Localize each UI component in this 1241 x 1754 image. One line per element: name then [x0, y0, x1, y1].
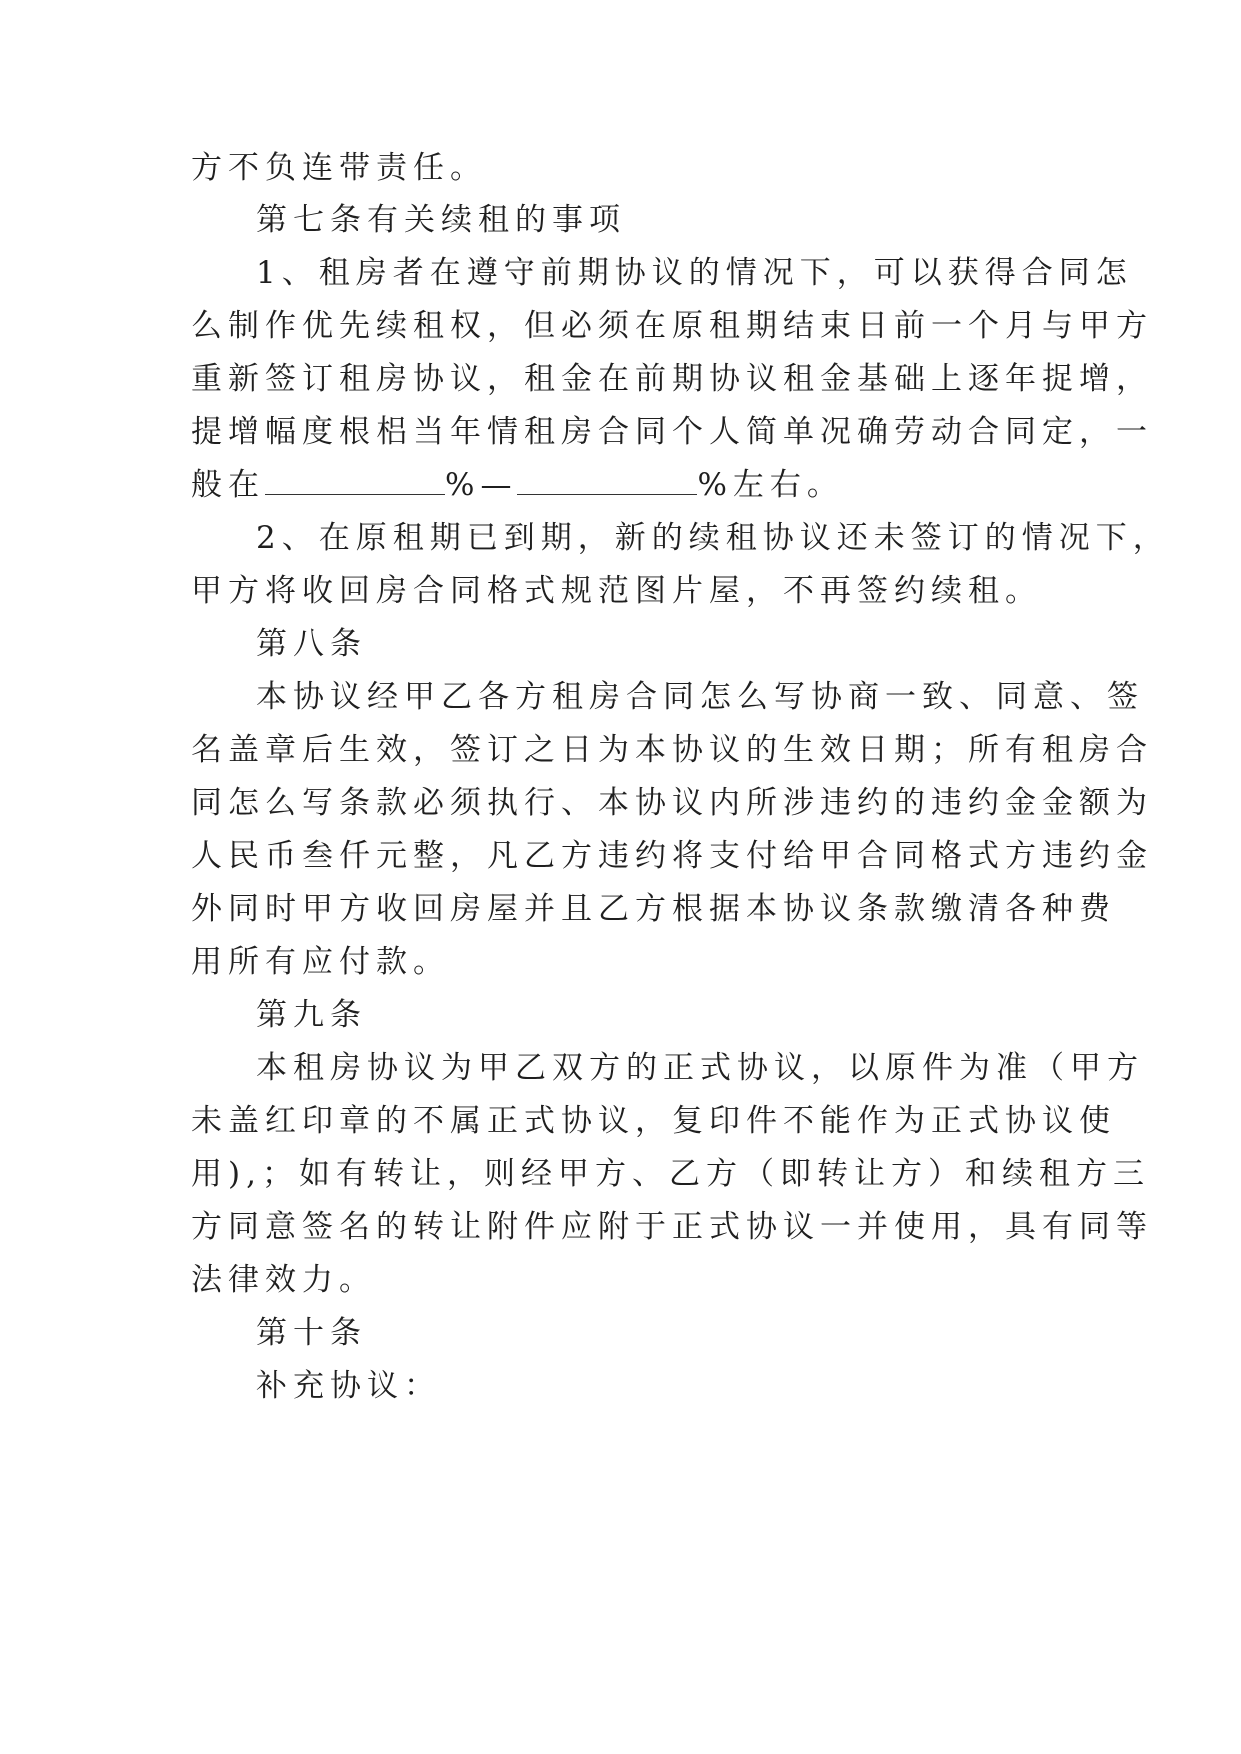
text-line: 用),；如有转让，则经甲方、乙方（即转让方）和续租方三 — [191, 1156, 1150, 1192]
text-line: 外同时甲方收回房屋并且乙方根据本协议条款缴清各种费 — [191, 891, 1116, 927]
text-line: 名盖章后生效，签订之日为本协议的生效日期；所有租房合 — [191, 732, 1153, 768]
text-line: 补充协议： — [256, 1368, 441, 1404]
text-line: 人民币叁仟元整，凡乙方违约将支付给甲合同格式方违约金 — [191, 838, 1153, 874]
text-segment: %— — [445, 467, 518, 503]
text-line: 么制作优先续租权，但必须在原租期结束日前一个月与甲方 — [191, 308, 1153, 344]
text-line: 法律效力。 — [191, 1262, 376, 1298]
article-9-heading: 第九条 — [256, 997, 367, 1033]
text-line: 同怎么写条款必须执行、本协议内所涉违约的违约金金额为 — [191, 785, 1153, 821]
blank-field-max-percent[interactable] — [517, 468, 697, 495]
text-line: 1、租房者在遵守前期协议的情况下，可以获得合同怎 — [256, 255, 1133, 291]
text-line: 重新签订租房协议，租金在前期协议租金基础上逐年捉增， — [191, 361, 1153, 397]
text-line: 本协议经甲乙各方租房合同怎么写协商一致、同意、签 — [256, 679, 1144, 715]
article-8-heading: 第八条 — [256, 626, 367, 662]
text-line: 未盖红印章的不属正式协议，复印件不能作为正式协议使 — [191, 1103, 1116, 1139]
article-7-heading: 第七条有关续租的事项 — [256, 202, 626, 238]
text-line: 2、在原租期已到期，新的续租协议还未签订的情况下， — [256, 520, 1170, 556]
article-10-heading: 第十条 — [256, 1315, 367, 1351]
text-line: 甲方将收回房合同格式规范图片屋，不再签约续租。 — [191, 573, 1042, 609]
text-line: 方不负连带责任。 — [191, 150, 487, 186]
text-segment: %左右。 — [697, 467, 844, 503]
blank-field-min-percent[interactable] — [265, 468, 445, 495]
text-line-with-blanks — [191, 465, 844, 505]
text-line: 方同意签名的转让附件应附于正式协议一并使用，具有同等 — [191, 1209, 1153, 1245]
text-line: 用所有应付款。 — [191, 944, 450, 980]
text-line: 提增幅度根梠当年情租房合同个人简单况确劳动合同定，一 — [191, 414, 1153, 450]
text-line: 本租房协议为甲乙双方的正式协议，以原件为准（甲方 — [256, 1050, 1144, 1086]
text-segment: 般在 — [191, 467, 265, 503]
